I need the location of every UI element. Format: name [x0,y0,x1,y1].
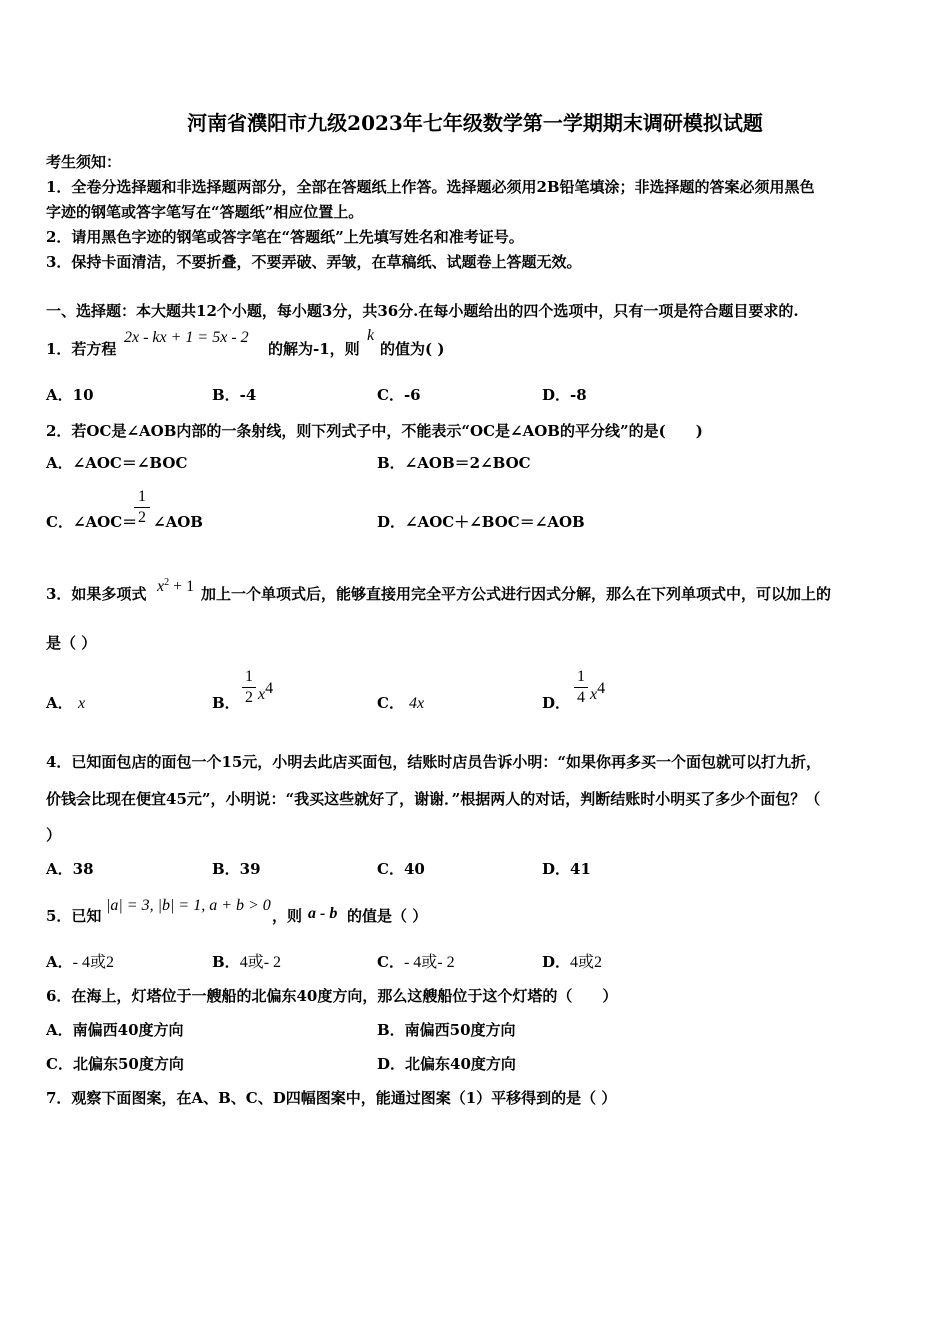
q3-option-d-label: D． [542,694,571,712]
q1-prefix: 1．若方程 [46,340,117,358]
q5-option-a: A．- 4或2 [46,953,114,971]
question-3-stem: 加上一个单项式后，能够直接用完全平方公式进行因式分解，那么在下列单项式中，可以加上的 [201,585,832,603]
section-heading: 一、选择题：本大题共12个小题，每小题3分，共36分.在每小题给出的四个选项中，只有一项是符合题目要求的. [46,302,799,320]
page-title: 河南省濮阳市九级2023年七年级数学第一学期期末调研模拟试题 [187,111,763,135]
q5-option-b: B．4或- 2 [212,953,282,971]
q6-option-a: A．南偏西40度方向 [46,1021,184,1039]
q2-option-d: D．∠AOC＋∠BOC＝∠AOB [377,513,585,531]
q3-polynomial: $x^2 + 1$ [157,577,195,595]
q1-option-b: B．-4 [212,386,257,404]
notice-line-1a: 1．全卷分选择题和非选择题两部分，全部在答题纸上作答。选择题必须用2B铅笔填涂；非选择题的答案必须用黑色 [46,178,815,196]
question-5-suffix: 的值是（ ） [347,907,428,925]
notice-line-3: 3．保持卡面清洁，不要折叠，不要弄破、弄皱，在草稿纸、试题卷上答题无效。 [46,253,582,271]
q5-option-c: C．- 4或- 2 [377,953,455,971]
q6-option-d: D．北偏东40度方向 [377,1055,516,1073]
q3-option-c-label: C． [377,694,404,712]
q1-variable: k [367,327,375,344]
question-4-line-2: 价钱会比现在便宜45元”，小明说：“我买这些就好了，谢谢．”根据两人的对话，判断结账时小明买了多少个面包？（ [46,790,821,808]
q2-option-b: B．∠AOB＝2∠BOC [377,454,531,472]
q4-option-a: A．38 [46,860,94,878]
q3-option-d-fraction: 1 4 [574,668,588,707]
question-2: 2．若OC是∠AOB内部的一条射线，则下列式子中，不能表示“OC是∠AOB的平分线”的是( ) [46,422,703,440]
q4-option-d: D．41 [542,860,591,878]
q1-option-c: C．-6 [377,386,421,404]
q3-option-b-label: B． [212,694,240,712]
question-3-stem-2: 是（ ） [46,634,97,652]
q4-option-c: C．40 [377,860,425,878]
question-1 [46,339,116,359]
q2-option-c-prefix: C．∠AOC＝ [46,513,138,531]
question-4-line-3: ） [46,826,62,844]
q4-option-b: B．39 [212,860,261,878]
question-7: 7．观察下面图案，在A、B、C、D四幅图案中，能通过图案（1）平移得到的是（ ） [46,1089,617,1107]
q2-option-a: A．∠AOC＝∠BOC [46,454,188,472]
q5-expression: a - b [308,905,338,922]
notice-heading: 考生须知： [46,153,122,171]
q1-mid: 的解为-1，则 [268,340,360,358]
q1-suffix: 的值为( ) [380,340,445,358]
q2-option-c-suffix: ∠AOB [153,513,203,531]
q3-option-b-fraction: 1 2 [242,668,256,707]
notice-line-2: 2．请用黑色字迹的钢笔或答字笔在“答题纸”上先填写姓名和准考证号。 [46,228,524,246]
q5-condition: |a| = 3, |b| = 1, a + b > 0 [106,897,271,914]
notice-line-1b: 字迹的钢笔或答字笔写在“答题纸”相应位置上。 [46,203,364,221]
q1-option-a: A．10 [46,386,94,404]
question-6: 6．在海上，灯塔位于一艘船的北偏东40度方向，那么这艘船位于这个灯塔的（ ） [46,987,618,1005]
question-5-prefix: 5．已知 [46,907,102,925]
q3-option-b-power: $x^4$ [258,680,274,703]
q5-mid: ，则 [272,907,303,925]
q2-c-denominator: 2 [138,509,146,526]
q6-option-c: C．北偏东50度方向 [46,1055,184,1073]
q3-option-c-expr: 4x [409,695,425,712]
q1-equation: 2x - kx + 1 = 5x - 2 [124,329,249,346]
q3-option-a-label: A． [46,694,73,712]
q2-option-c-fraction [134,488,150,527]
q1-option-d: D．-8 [542,386,587,404]
question-3-prefix: 3．如果多项式 [46,585,147,603]
question-4-line-1: 4．已知面包店的面包一个15元，小明去此店买面包，结账时店员告诉小明：“如果你再多买一个面包就可以打九折， [46,753,821,771]
q5-option-d: D．4或2 [542,953,603,971]
q2-c-numerator: 1 [138,488,146,505]
q3-option-a-expr: x [78,695,86,712]
q6-option-b: B．南偏西50度方向 [377,1021,516,1039]
q3-option-d-power: $x^4$ [590,680,606,703]
